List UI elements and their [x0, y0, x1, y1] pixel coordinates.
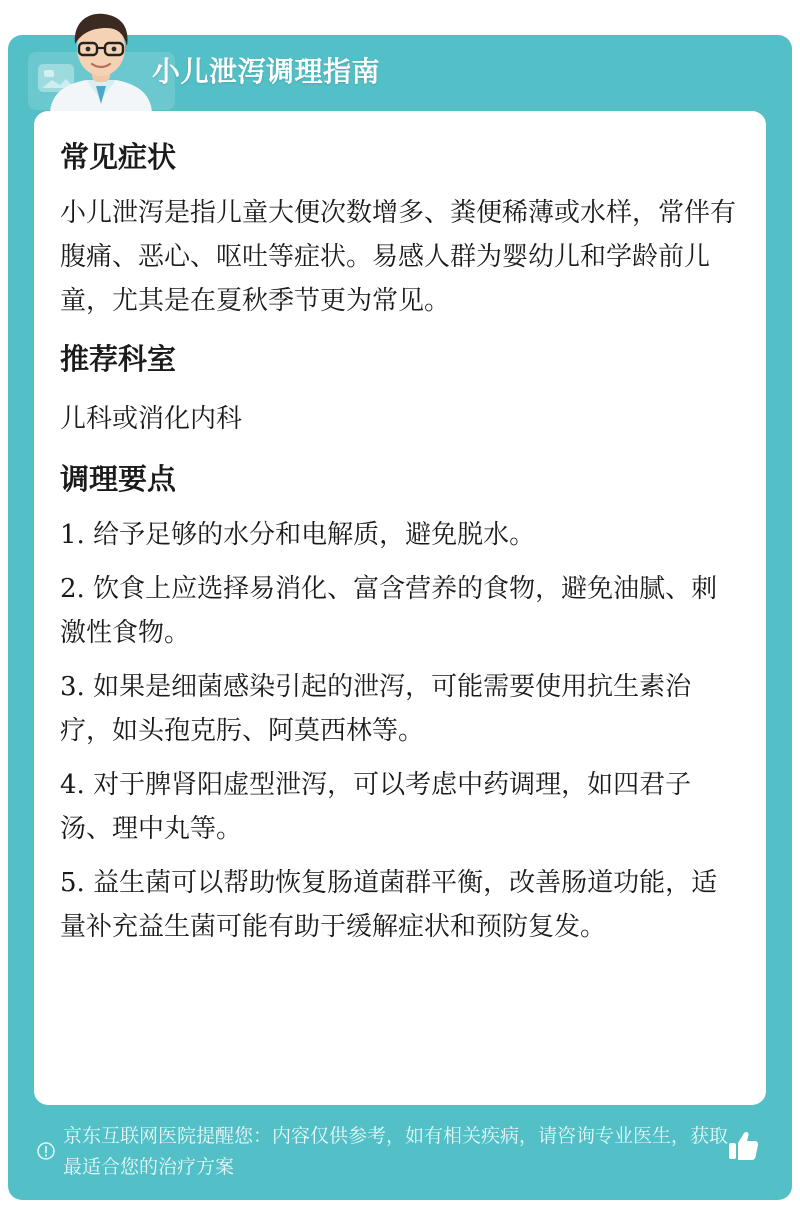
care-points-list [60, 513, 738, 949]
page-title: 小儿泄泻调理指南 [152, 55, 381, 88]
care-point-number: 3. [60, 672, 85, 702]
department-text: 儿科或消化内科 [60, 404, 243, 434]
care-point-text: 益生菌可以帮助恢复肠道菌群平衡，改善肠道功能，适量补充益生菌可能有助于缓解症状和预防复发。 [60, 868, 718, 942]
footer-disclaimer [36, 1121, 766, 1189]
symptoms-text: 小儿泄泻是指儿童大便次数增多、粪便稀薄或水样，常伴有腹痛、恶心、呕吐等症状。易感人群为婴幼儿和学龄前儿童，尤其是在夏秋季节更为常见。 [60, 198, 737, 316]
doctor-avatar-icon [46, 8, 156, 112]
symptoms-title: 常见症状 [60, 140, 177, 174]
thumbs-up-icon[interactable] [726, 1129, 760, 1163]
care-point [60, 665, 738, 753]
care-point-number: 5. [60, 868, 85, 898]
care-point [60, 513, 738, 557]
care-point-text: 给予足够的水分和电解质，避免脱水。 [93, 520, 536, 550]
care-point-number: 4. [60, 770, 85, 800]
care-point-number: 2. [60, 574, 85, 604]
care-point [60, 861, 738, 949]
care-point-text: 饮食上应选择易消化、富含营养的食物，避免油腻、刺激性食物。 [60, 574, 718, 648]
care-point [60, 567, 738, 655]
care-title: 调理要点 [60, 462, 177, 496]
content-card [34, 111, 766, 1105]
info-icon [36, 1141, 56, 1161]
care-point-text: 对于脾肾阳虚型泄泻，可以考虑中药调理，如四君子汤、理中丸等。 [60, 770, 692, 844]
care-point-text: 如果是细菌感染引起的泄泻，可能需要使用抗生素治疗，如头孢克肟、阿莫西林等。 [60, 672, 692, 746]
care-point-number: 1. [60, 520, 85, 550]
disclaimer-text: 京东互联网医院提醒您：内容仅供参考，如有相关疾病，请咨询专业医生，获取最适合您的治疗方案 [63, 1125, 729, 1178]
care-point [60, 763, 738, 851]
department-title: 推荐科室 [60, 342, 177, 376]
